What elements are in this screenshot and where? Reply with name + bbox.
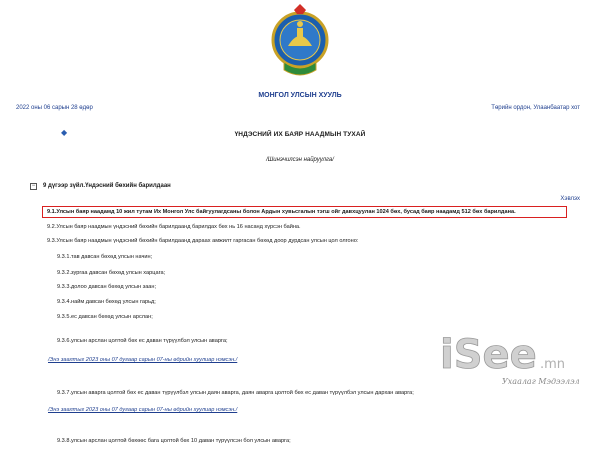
law-title: МОНГОЛ УЛСЫН ХУУЛЬ [258, 92, 342, 99]
isee-watermark-logo [440, 330, 590, 390]
amendment-link[interactable]: /Энэ заалтыг 2023 оны 07 дугаар сарын 07-ны өдрийн хуулиар нэмсэн./ [48, 357, 238, 363]
svg-text:.mn: .mn [540, 357, 566, 372]
clause-9-3-1: 9.3.1.тав давсан бөхөд улсын начин; [57, 254, 153, 260]
diamond-icon: ◆ [61, 128, 68, 137]
print-link[interactable]: Хэвлэх [560, 196, 580, 202]
law-date: 2022 оны 06 сарын 28 өдөр [16, 105, 93, 111]
clause-9-3-6: 9.3.6.улсын арслан цолтой бөх ес даван түрүүлбэл улсын аварга; [57, 338, 228, 344]
clause-9-2: 9.2.Улсын баяр наадмын үндэсний бөхийн барилдаанд барилдах бөх нь 16 насанд хүрсэн байна. [47, 224, 301, 230]
collapse-toggle-icon[interactable]: − [31, 183, 36, 189]
article-heading[interactable]: 9 дүгээр зүйл.Үндэсний бөхийн барилдаан [43, 183, 171, 189]
clause-9-3: 9.3.Улсын баяр наадмын үндэсний бөхийн барилдаанд дараах амжилт гаргасан бөхөд доор дурдсан улсын цол олгоно: [47, 238, 359, 244]
svg-text:Ухаалаг Мэдээлэл: Ухаалаг Мэдээлэл [502, 377, 580, 386]
law-place: Төрийн ордон, Улаанбаатар хот [491, 105, 580, 111]
svg-text:iSee: iSee [440, 332, 537, 378]
clause-9-3-5: 9.3.5.ес давсан бөхөд улсын арслан; [57, 314, 153, 320]
clause-9-3-3: 9.3.3.долоо давсан бөхөд улсын заан; [57, 284, 157, 290]
clause-9-3-7: 9.3.7.улсын аварга цолтой бөх ес даван түрүүлбэл улсын даян аварга, даян аварга цолтой бөх ес даван түрүүлбэл улсын дархан аварга; [57, 390, 414, 396]
clause-9-3-2: 9.3.2.зургаа давсан бөхөд улсын харцага; [57, 270, 166, 276]
document-title: ҮНДЭСНИЙ ИХ БАЯР НААДМЫН ТУХАЙ [234, 131, 366, 138]
document-subtitle: /Шинэчилсэн найруулга/ [266, 157, 334, 163]
clause-9-3-8: 9.3.8.улсын арслан цолтой бөхөөс бага цолтой бөх 10 даван түрүүлсэн бол улсын аварга; [57, 438, 291, 444]
amendment-link[interactable]: /Энэ заалтыг 2023 оны 07 дугаар сарын 07-ны өдрийн хуулиар нэмсэн./ [48, 407, 238, 413]
clause-9-3-4: 9.3.4.найм давсан бөхөд улсын гарьд; [57, 299, 156, 305]
state-emblem-icon [270, 4, 330, 84]
clause-9-1: 9.1.Улсын баяр наадамд 10 жил тутам Их Монгол Улс байгуулагдсаны болон Ардын хувьсгалын тэгш ойг давхцуулан 1024 бөх, бусад баяр наадамд 512 бөх барилдана. [47, 209, 516, 215]
